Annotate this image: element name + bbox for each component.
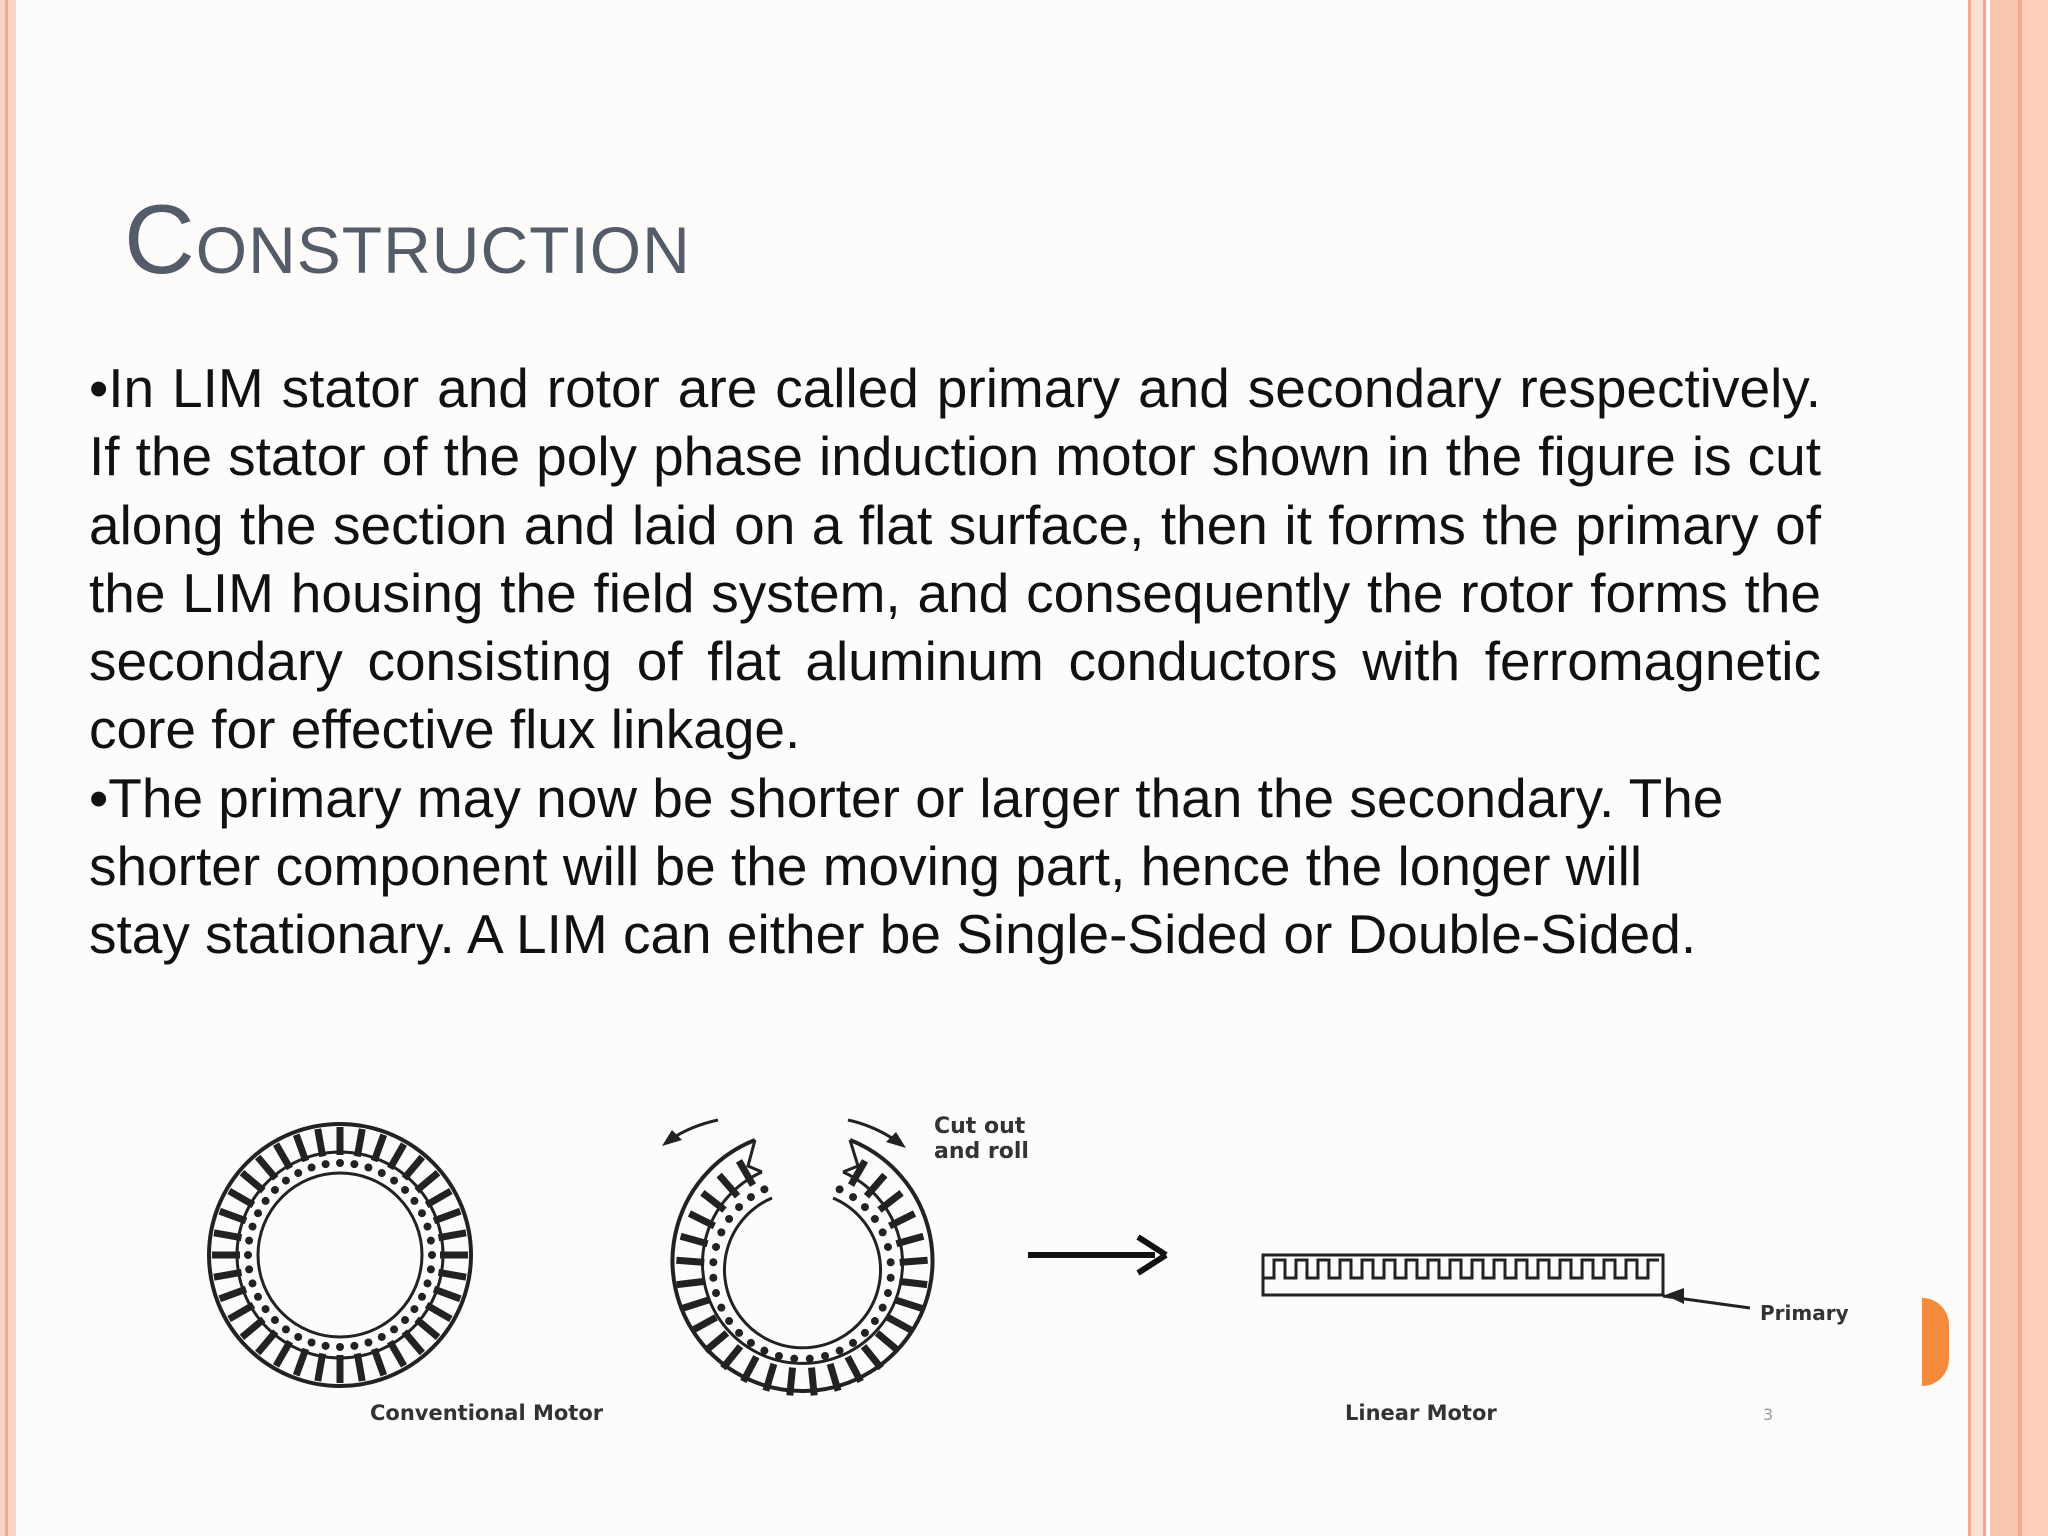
cut-motor-drawing	[662, 1120, 933, 1395]
left-border-decoration	[0, 0, 16, 1536]
slide-title	[124, 184, 691, 294]
page-mark: 3	[1763, 1405, 1774, 1424]
motor-figure	[150, 1110, 1890, 1440]
linear-motor-drawing	[1263, 1255, 1750, 1308]
cut-label-line1: Cut out	[934, 1114, 1026, 1139]
paragraph-2: •The primary may now be shorter or larger than the secondary. The shorter component will be the moving part, hence the longer will stay stationary. A LIM can either be Single-Sided or Double-Sided.	[89, 766, 1724, 966]
accent-tab	[1922, 1298, 1949, 1386]
conventional-motor-drawing	[209, 1124, 471, 1386]
primary-label: Primary	[1760, 1301, 1849, 1325]
title-rest: ONSTRUCTION	[195, 213, 691, 287]
cut-label-line2: and roll	[934, 1139, 1029, 1164]
transform-arrow	[1028, 1237, 1166, 1273]
title-initial: C	[124, 184, 196, 294]
slide-body	[89, 354, 1821, 969]
paragraph-1: •In LIM stator and rotor are called primary and secondary respectively. If the stator of the poly phase induction motor shown in the figure is cut along the section and laid on a flat surface, then it forms the primary of the LIM housing the field system, and consequently the rotor forms the secondary consisting of flat aluminum conductors with ferromagnetic core for effective flux linkage.	[89, 357, 1821, 761]
conventional-caption: Conventional Motor	[370, 1401, 604, 1425]
right-border-decoration	[1968, 0, 2048, 1536]
linear-caption: Linear Motor	[1345, 1401, 1497, 1425]
